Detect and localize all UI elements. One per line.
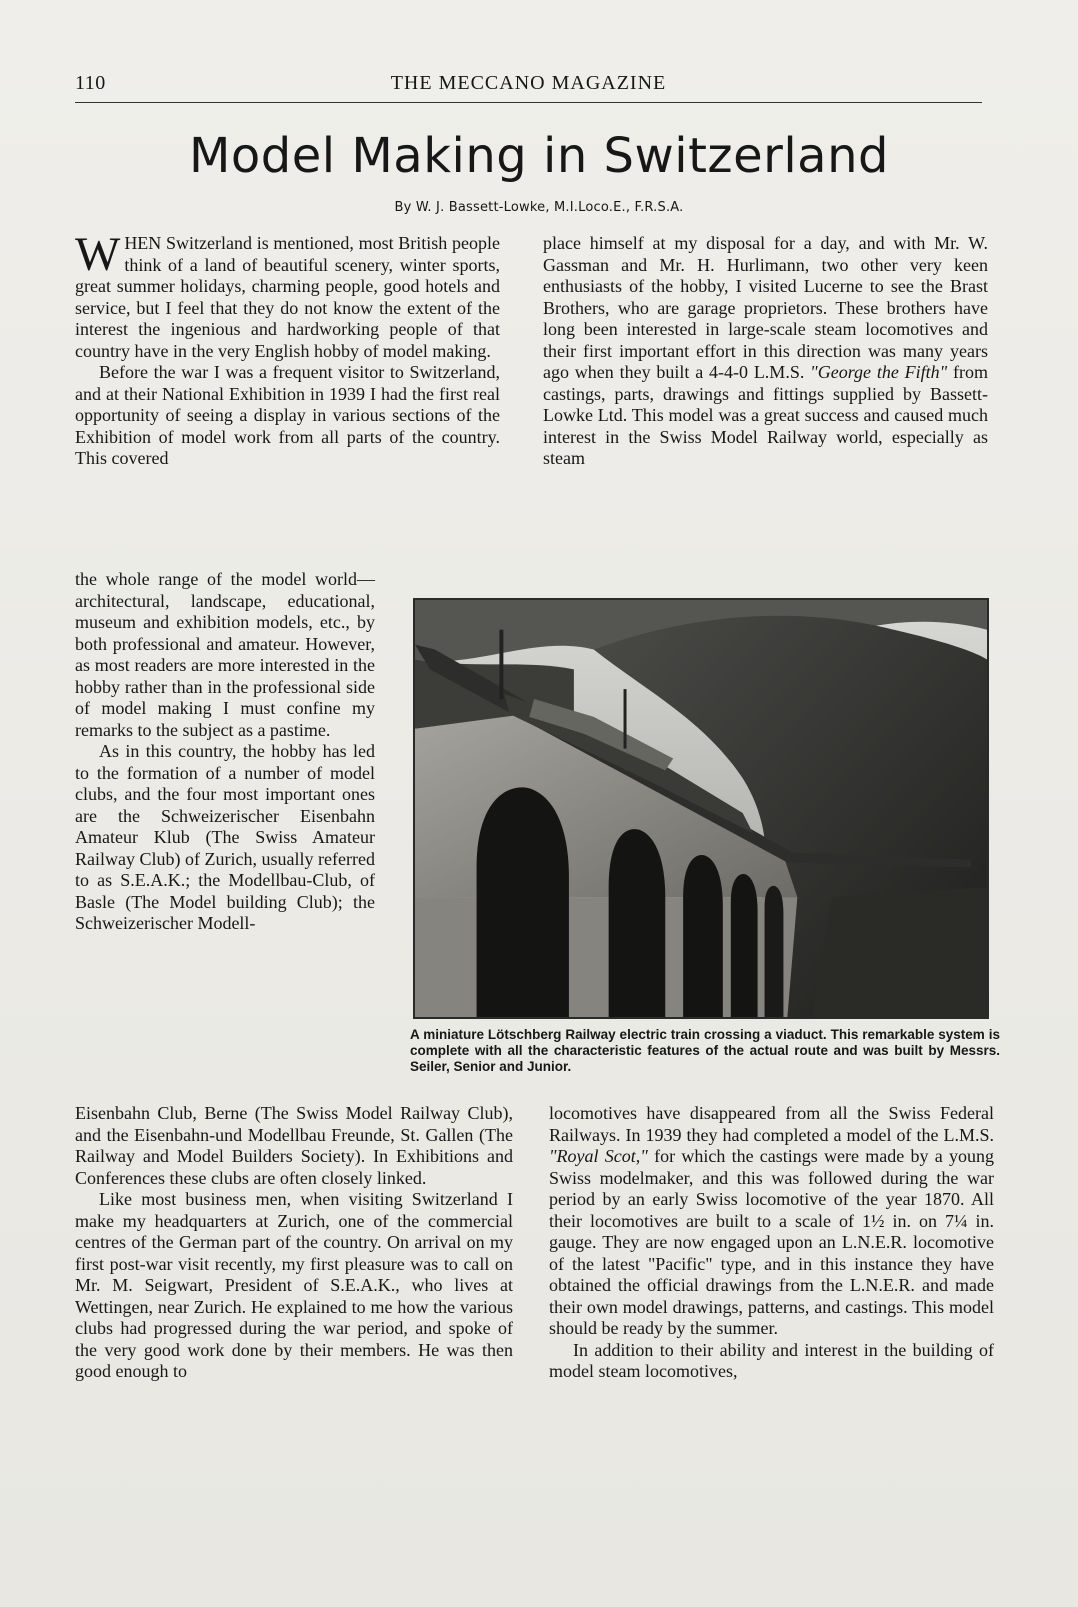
article-title: Model Making in Switzerland: [189, 128, 889, 184]
left-column-top: [75, 228, 500, 470]
paragraph-intro: [75, 228, 500, 362]
paragraph-royal-scot-part1: locomotives have disappeared from all the Swiss Federal Railways. In 1939 they had completed a model of the L.M.S.: [549, 1103, 994, 1145]
paragraph-exhibition-continued: the whole range of the model world—architectural, landscape, educational, museum and exhibition models, etc., by both professional and amateur. However, as most readers are more interested in the hobby rather than in the professional side of model making I must confine my remarks to the subject as a pastime.: [75, 569, 375, 740]
paragraph-zurich-visit: Like most business men, when visiting Switzerland I make my headquarters at Zurich, one of the commercial centres of the German part of the country. On arrival on my first post-war visit recently, my first pleasure was to call on Mr. M. Seigwart, President of S.E.A.K., who lives at Wettingen, near Zurich. He explained to me how the various clubs had progressed during the war period, and spoke of the very good work done by their members. He was then good enough to: [75, 1189, 513, 1381]
page-number: 110: [75, 72, 106, 94]
article-byline: By W. J. Bassett-Lowke, M.I.Loco.E., F.R.S.A.: [394, 200, 684, 215]
paragraph-clubs: As in this country, the hobby has led to the formation of a number of model clubs, and the four most important ones are the Schweizerischer Eisenbahn Amateur Klub (The Swiss Amateur Railway Club) of Zurich, usually referred to as S.E.A.K.; the Modellbau-Club, of Basle (The Model building Club); the Schweizerischer Modell-: [75, 741, 375, 933]
magazine-title: THE MECCANO MAGAZINE: [390, 72, 667, 94]
paragraph-steam-locomotives: In addition to their ability and interest in the building of model steam locomotives,: [549, 1339, 994, 1381]
paragraph-lucerne: [543, 233, 988, 470]
left-column-bottom: [75, 1103, 513, 1383]
paragraph-lucerne-part2: from castings, parts, drawings and fittings supplied by Bassett-Lowke Ltd. This model was a great success and caused much interest in the Swiss Model Railway world, especially as steam: [543, 362, 988, 468]
paragraph-intro-text: HEN Switzerland is mentioned, most British people think of a land of beautiful scenery, winter sports, great summer holidays, charming people, good hotels and service, but I feel that they do not know the extent of the interest the ingenious and hardworking people of that country have in the very English hobby of model making.: [75, 233, 500, 361]
viaduct-photo: [413, 598, 989, 1019]
viaduct-illustration: [415, 600, 987, 1017]
photo-caption: A miniature Lötschberg Railway electric train crossing a viaduct. This remarkable system is complete with all the characteristic features of the actual route and was built by Messrs. Seiler, Senior and Junior.: [410, 1027, 1000, 1074]
right-column-top: [543, 233, 988, 470]
paragraph-royal-scot: [549, 1103, 994, 1340]
page-header: [75, 72, 982, 103]
locomotive-name-royal-scot: "Royal Scot,": [549, 1146, 648, 1166]
right-column-bottom: [549, 1103, 994, 1383]
paragraph-royal-scot-part2: for which the castings were made by a young Swiss modelmaker, and this was followed during the war period by an early Swiss locomotive of the year 1870. All their locomotives are built to a scale of 1½ in. on 7¼ in. gauge. They are now engaged upon an L.N.E.R. locomotive of the latest "Pacific" type, and in this instance they have obtained the official drawings from the L.N.E.R. and made their own model drawings, patterns, and castings. This model should be ready by the summer.: [549, 1146, 994, 1338]
paragraph-clubs-continued: Eisenbahn Club, Berne (The Swiss Model Railway Club), and the Eisenbahn-und Modellbau Freunde, St. Gallen (The Railway and Model Builders Society). In Exhibitions and Conferences these clubs are often closely linked.: [75, 1103, 513, 1188]
drop-cap: W: [75, 228, 121, 281]
left-column-narrow: [75, 569, 375, 935]
locomotive-name-george: "George the Fifth": [810, 362, 948, 382]
paragraph-exhibition: Before the war I was a frequent visitor to Switzerland, and at their National Exhibition in 1939 I had the first real opportunity of seeing a display in various sections of the Exhibition of model work from all parts of the country. This covered: [75, 362, 500, 468]
paragraph-lucerne-part1: place himself at my disposal for a day, and with Mr. W. Gassman and Mr. H. Hurlimann, two other very keen enthusiasts of the hobby, I visited Lucerne to see the Brast Brothers, who are garage proprietors. These brothers have long been interested in large-scale steam locomotives and their first important effort in this direction was many years ago when they built a 4-4-0 L.M.S.: [543, 233, 988, 382]
